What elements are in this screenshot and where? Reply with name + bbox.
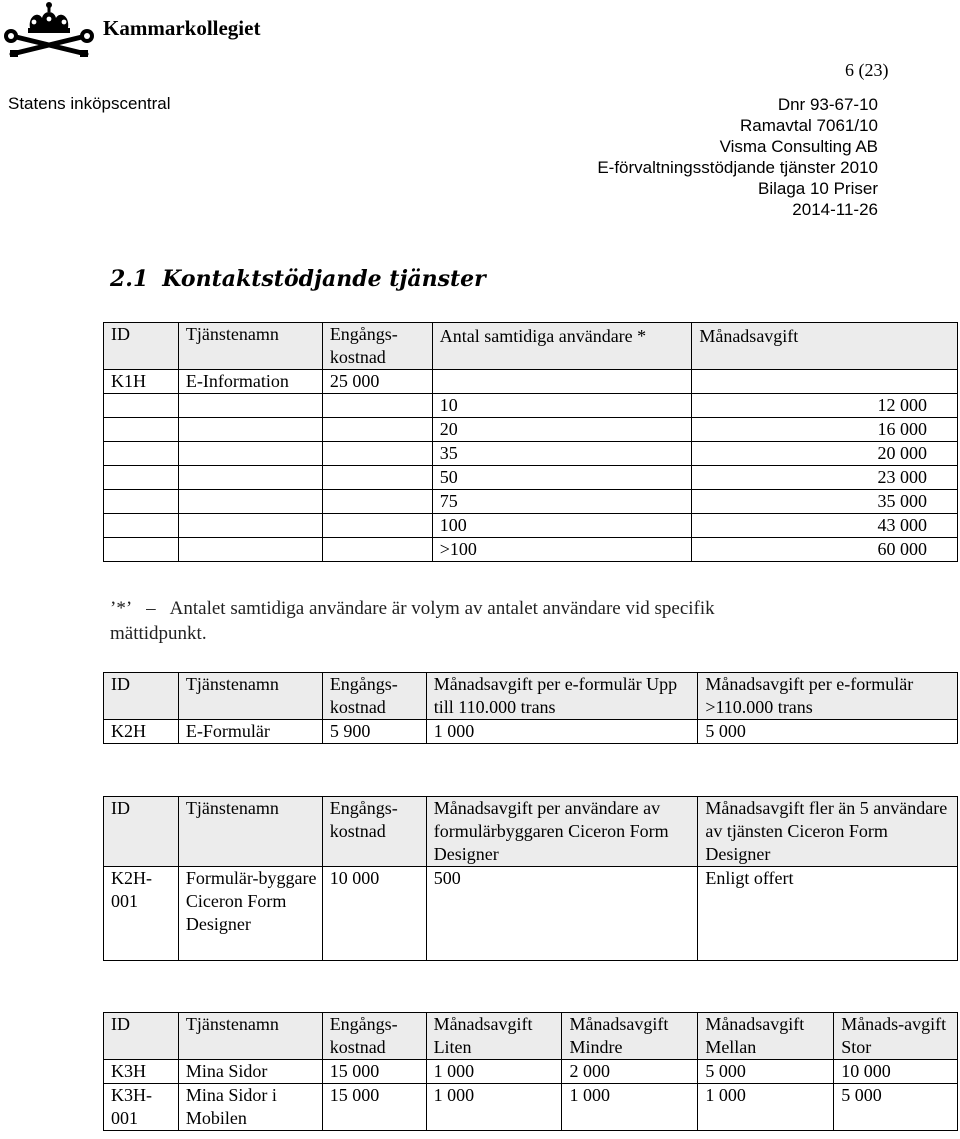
document-meta xyxy=(597,94,878,220)
table-k2h xyxy=(103,672,958,744)
table-row xyxy=(104,1084,958,1131)
cell-fee: 1 000 xyxy=(426,1060,562,1084)
cell-users: 10 xyxy=(432,394,692,418)
cell-name: Mina Sidor xyxy=(178,1060,322,1084)
meta-line: E-förvaltningsstödjande tjänster 2010 xyxy=(597,158,878,177)
cell-id: K3H-001 xyxy=(104,1084,179,1131)
header-cell: ID xyxy=(104,673,179,720)
cell-cost: 5 900 xyxy=(322,720,426,744)
header-cell: ID xyxy=(104,1013,179,1060)
cell-fee: 35 000 xyxy=(692,490,958,514)
table-header-row xyxy=(104,323,958,370)
cell-fee: Enligt offert xyxy=(698,867,958,961)
cell-users: 75 xyxy=(432,490,692,514)
footnote-dash: – xyxy=(146,598,156,619)
section-number: 2.1 xyxy=(110,266,149,292)
cell-fee: 1 000 xyxy=(426,1084,562,1131)
header-cell: Engångs-kostnad xyxy=(322,797,426,867)
footnote-text: Antalet samtidiga användare är volym av antalet användare vid specifik mättidpunkt. xyxy=(110,598,715,644)
table-header-row xyxy=(104,1013,958,1060)
brand-name: Kammarkollegiet xyxy=(103,16,261,40)
cell-fee: 20 000 xyxy=(692,442,958,466)
table-row xyxy=(104,418,958,442)
cell-cost: 10 000 xyxy=(322,867,426,961)
cell-users: 20 xyxy=(432,418,692,442)
meta-line: 2014-11-26 xyxy=(792,200,878,219)
page-number: 6 (23) xyxy=(845,60,889,80)
header-cell: Månadsavgift Mindre xyxy=(562,1013,698,1060)
cell-fee: 1 000 xyxy=(426,720,698,744)
footnote-marker: ’*’ xyxy=(110,598,133,619)
cell-fee: 60 000 xyxy=(692,538,958,562)
cell-cost: 25 000 xyxy=(322,370,432,394)
meta-line: Dnr 93-67-10 xyxy=(777,95,878,114)
table-row xyxy=(104,1060,958,1084)
organization-name: Statens inköpscentral xyxy=(8,94,171,113)
header-cell: Månadsavgift fler än 5 användare av tjänsten Ciceron Form Designer xyxy=(698,797,958,867)
meta-line: Visma Consulting AB xyxy=(719,137,878,156)
header-cell: Engångs-kostnad xyxy=(322,673,426,720)
header-cell: Engångs-kostnad xyxy=(322,323,432,370)
cell-fee: 16 000 xyxy=(692,418,958,442)
cell-name: Formulär-byggare Ciceron Form Designer xyxy=(178,867,322,961)
table-row xyxy=(104,370,958,394)
header-cell: Månadsavgift Liten xyxy=(426,1013,562,1060)
header-cell: Tjänstenamn xyxy=(178,1013,322,1060)
table-row xyxy=(104,442,958,466)
cell-users: 35 xyxy=(432,442,692,466)
cell-fee: 12 000 xyxy=(692,394,958,418)
cell-fee: 1 000 xyxy=(562,1084,698,1131)
cell-fee: 5 000 xyxy=(834,1084,958,1131)
cell-fee: 1 000 xyxy=(698,1084,834,1131)
header-cell: Månads-avgift Stor xyxy=(834,1013,958,1060)
header-cell: Tjänstenamn xyxy=(178,673,322,720)
header-cell: Antal samtidiga användare * xyxy=(432,323,692,370)
table-k1h xyxy=(103,322,958,562)
footnote xyxy=(110,596,810,646)
cell-fee: 5 000 xyxy=(698,1060,834,1084)
header-cell: Tjänstenamn xyxy=(178,323,322,370)
header-cell: Engångs-kostnad xyxy=(322,1013,426,1060)
cell-users: >100 xyxy=(432,538,692,562)
meta-line: Bilaga 10 Priser xyxy=(757,179,878,198)
cell-id: K3H xyxy=(104,1060,179,1084)
crown-keys-logo-icon xyxy=(2,0,97,63)
header-cell: Månadsavgift Mellan xyxy=(698,1013,834,1060)
table-header-row xyxy=(104,673,958,720)
cell-fee: 43 000 xyxy=(692,514,958,538)
header-cell: ID xyxy=(104,797,179,867)
header-cell: Månadsavgift per e-formulär Upp till 110.000 trans xyxy=(426,673,698,720)
section-title: Kontaktstödjande tjänster xyxy=(162,266,486,292)
table-row xyxy=(104,514,958,538)
cell-fee: 10 000 xyxy=(834,1060,958,1084)
header-cell: Tjänstenamn xyxy=(178,797,322,867)
header-cell: Månadsavgift per e-formulär >110.000 trans xyxy=(698,673,958,720)
cell-cost: 15 000 xyxy=(322,1060,426,1084)
cell-id: K2H xyxy=(104,720,179,744)
table-row xyxy=(104,490,958,514)
cell-name: Mina Sidor i Mobilen xyxy=(178,1084,322,1131)
cell-fee: 2 000 xyxy=(562,1060,698,1084)
table-row xyxy=(104,720,958,744)
header-cell: Månadsavgift per användare av formulärbyggaren Ciceron Form Designer xyxy=(426,797,698,867)
table-k2h-001 xyxy=(103,796,958,961)
cell-users: 50 xyxy=(432,466,692,490)
cell-fee: 23 000 xyxy=(692,466,958,490)
cell-cost: 15 000 xyxy=(322,1084,426,1131)
table-row xyxy=(104,867,958,961)
header-cell: Månadsavgift xyxy=(692,323,958,370)
cell-id: K1H xyxy=(104,370,179,394)
cell-name: E-Formulär xyxy=(178,720,322,744)
cell-fee: 500 xyxy=(426,867,698,961)
cell-name: E-Information xyxy=(178,370,322,394)
table-row xyxy=(104,394,958,418)
header-cell: ID xyxy=(104,323,179,370)
table-row xyxy=(104,538,958,562)
section-heading xyxy=(110,266,486,292)
cell-fee: 5 000 xyxy=(698,720,958,744)
cell-id: K2H-001 xyxy=(104,867,179,961)
cell-users: 100 xyxy=(432,514,692,538)
table-k3h xyxy=(103,1012,958,1131)
table-row xyxy=(104,466,958,490)
table-header-row xyxy=(104,797,958,867)
meta-line: Ramavtal 7061/10 xyxy=(740,116,878,135)
